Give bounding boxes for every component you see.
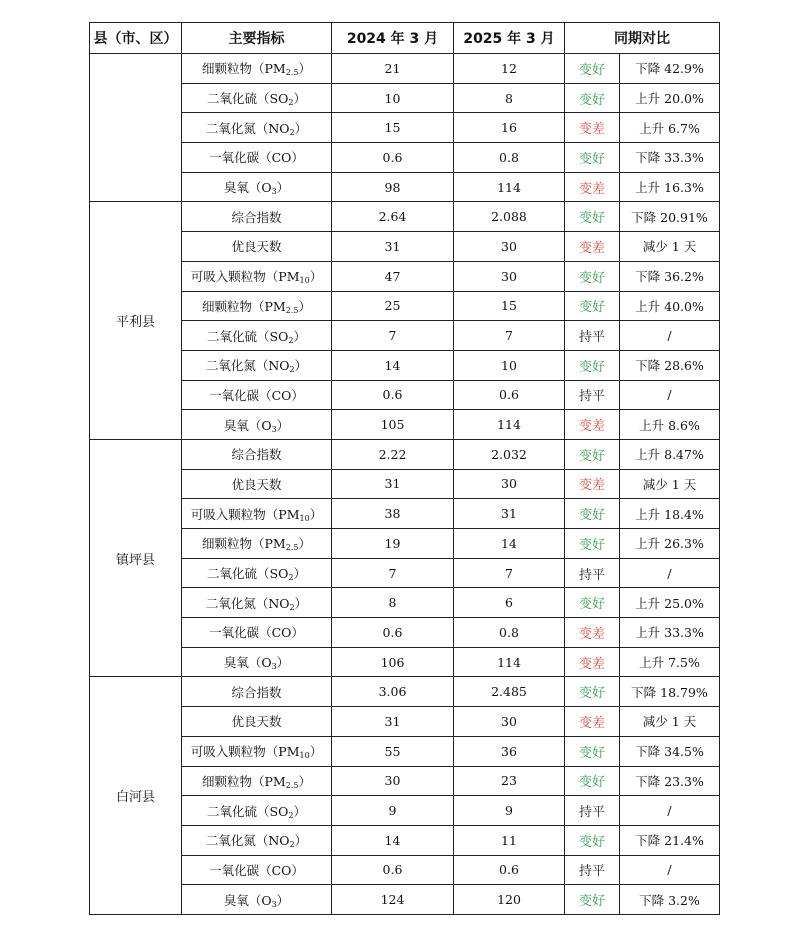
indicator-tail: ）: [309, 269, 323, 285]
indicator-name: 优良天数: [231, 714, 282, 730]
table-row: [90, 321, 720, 351]
trend-cell: 变好: [565, 885, 620, 915]
change-cell: 减少 1 天: [620, 707, 720, 737]
table-row: [90, 855, 720, 885]
indicator-name: 臭氧（O: [223, 180, 272, 196]
change-cell: 下降 28.6%: [620, 350, 720, 380]
indicator-name: 二氧化硫（SO: [207, 803, 289, 819]
trend-cell: 变差: [565, 707, 620, 737]
change-cell: 上升 25.0%: [620, 588, 720, 618]
trend-cell: 变好: [565, 202, 620, 232]
indicator-name: 一氧化碳（CO）: [209, 625, 304, 641]
indicator-cell: [182, 350, 332, 380]
table-row: [90, 588, 720, 618]
indicator-cell: [182, 766, 332, 796]
value-2025-cell: 0.6: [454, 380, 565, 410]
indicator-name: 细颗粒物（PM: [202, 536, 286, 552]
indicator-name: 优良天数: [231, 239, 282, 255]
indicator-tail: ）: [276, 655, 290, 671]
table-row: [90, 291, 720, 321]
change-cell: 上升 40.0%: [620, 291, 720, 321]
table-row: [90, 796, 720, 826]
air-quality-table: [89, 22, 720, 915]
indicator-cell: [182, 410, 332, 440]
trend-cell: 持平: [565, 380, 620, 410]
value-2025-cell: 6: [454, 588, 565, 618]
indicator-cell: [182, 558, 332, 588]
indicator-subscript: 10: [299, 513, 310, 523]
trend-cell: 持平: [565, 321, 620, 351]
indicator-tail: ）: [298, 773, 311, 789]
indicator-cell: [182, 172, 332, 202]
header-row: [90, 23, 720, 54]
indicator-name: 二氧化氮（NO: [205, 358, 290, 374]
trend-cell: 变好: [565, 143, 620, 173]
indicator-subscript: 2.5: [285, 68, 299, 78]
indicator-subscript: 2.5: [285, 780, 299, 790]
change-cell: 下降 33.3%: [620, 143, 720, 173]
indicator-cell: [182, 736, 332, 766]
value-2024-cell: 14: [332, 825, 454, 855]
value-2024-cell: 47: [332, 261, 454, 291]
indicator-subscript: 2: [288, 335, 294, 345]
value-2025-cell: 114: [454, 172, 565, 202]
indicator-subscript: 2: [288, 573, 294, 583]
indicator-cell: [182, 380, 332, 410]
indicator-name: 二氧化硫（SO: [207, 328, 289, 344]
indicator-cell: [182, 855, 332, 885]
indicator-subscript: 2.5: [285, 305, 299, 315]
indicator-cell: [182, 113, 332, 143]
value-2025-cell: 0.8: [454, 143, 565, 173]
indicator-subscript: 2: [288, 98, 294, 108]
value-2025-cell: 120: [454, 885, 565, 915]
indicator-tail: ）: [293, 566, 306, 582]
indicator-name: 细颗粒物（PM: [202, 298, 286, 314]
indicator-name: 一氧化碳（CO）: [209, 387, 304, 403]
value-2024-cell: 7: [332, 321, 454, 351]
indicator-cell: [182, 677, 332, 707]
change-cell: 减少 1 天: [620, 469, 720, 499]
value-2025-cell: 14: [454, 529, 565, 559]
indicator-tail: ）: [276, 180, 290, 196]
value-2024-cell: 15: [332, 113, 454, 143]
trend-cell: 变差: [565, 232, 620, 262]
value-2024-cell: 38: [332, 499, 454, 529]
trend-cell: 变好: [565, 54, 620, 84]
value-2025-cell: 7: [454, 321, 565, 351]
indicator-name: 二氧化氮（NO: [205, 120, 290, 136]
trend-cell: 变好: [565, 677, 620, 707]
value-2024-cell: 31: [332, 469, 454, 499]
value-2024-cell: 30: [332, 766, 454, 796]
indicator-subscript: 3: [271, 899, 277, 909]
indicator-name: 二氧化硫（SO: [207, 91, 289, 107]
header-mar-2024: 2024 年 3 月: [332, 23, 454, 54]
value-2024-cell: 2.64: [332, 202, 454, 232]
change-cell: 上升 26.3%: [620, 529, 720, 559]
value-2024-cell: 2.22: [332, 439, 454, 469]
change-cell: /: [620, 855, 720, 885]
value-2025-cell: 36: [454, 736, 565, 766]
trend-cell: 变差: [565, 172, 620, 202]
table-row: [90, 83, 720, 113]
indicator-tail: ）: [294, 358, 308, 374]
table-row: [90, 232, 720, 262]
county-cell: [90, 54, 182, 202]
indicator-tail: ）: [293, 91, 306, 107]
indicator-cell: [182, 232, 332, 262]
change-cell: 上升 33.3%: [620, 618, 720, 648]
indicator-cell: [182, 54, 332, 84]
change-cell: 减少 1 天: [620, 232, 720, 262]
change-cell: 上升 20.0%: [620, 83, 720, 113]
value-2025-cell: 7: [454, 558, 565, 588]
table-row: [90, 766, 720, 796]
indicator-cell: [182, 885, 332, 915]
indicator-name: 细颗粒物（PM: [202, 773, 286, 789]
change-cell: /: [620, 558, 720, 588]
indicator-cell: [182, 261, 332, 291]
value-2024-cell: 21: [332, 54, 454, 84]
trend-cell: 变好: [565, 766, 620, 796]
indicator-tail: ）: [309, 506, 323, 522]
value-2025-cell: 114: [454, 410, 565, 440]
value-2025-cell: 31: [454, 499, 565, 529]
trend-cell: 变好: [565, 350, 620, 380]
value-2025-cell: 30: [454, 469, 565, 499]
indicator-name: 二氧化氮（NO: [205, 595, 290, 611]
indicator-subscript: 3: [271, 187, 277, 197]
value-2024-cell: 55: [332, 736, 454, 766]
trend-cell: 变好: [565, 291, 620, 321]
value-2025-cell: 10: [454, 350, 565, 380]
indicator-tail: ）: [309, 744, 323, 760]
value-2024-cell: 8: [332, 588, 454, 618]
indicator-name: 一氧化碳（CO）: [209, 862, 304, 878]
change-cell: 下降 42.9%: [620, 54, 720, 84]
trend-cell: 变好: [565, 588, 620, 618]
indicator-name: 优良天数: [231, 476, 282, 492]
change-cell: 上升 7.5%: [620, 647, 720, 677]
value-2024-cell: 19: [332, 529, 454, 559]
change-cell: 上升 18.4%: [620, 499, 720, 529]
trend-cell: 变差: [565, 113, 620, 143]
table-row: [90, 736, 720, 766]
trend-cell: 变好: [565, 261, 620, 291]
indicator-subscript: 10: [299, 751, 310, 761]
trend-cell: 变好: [565, 736, 620, 766]
indicator-name: 二氧化氮（NO: [205, 833, 290, 849]
value-2024-cell: 98: [332, 172, 454, 202]
indicator-cell: [182, 588, 332, 618]
trend-cell: 变差: [565, 647, 620, 677]
table-row: [90, 202, 720, 232]
change-cell: 下降 18.79%: [620, 677, 720, 707]
indicator-subscript: 2: [289, 127, 295, 137]
indicator-tail: ）: [298, 61, 311, 77]
change-cell: /: [620, 321, 720, 351]
indicator-cell: [182, 647, 332, 677]
indicator-tail: ）: [298, 536, 311, 552]
indicator-cell: [182, 143, 332, 173]
table-row: [90, 172, 720, 202]
value-2025-cell: 12: [454, 54, 565, 84]
value-2025-cell: 23: [454, 766, 565, 796]
table-row: [90, 618, 720, 648]
value-2025-cell: 0.6: [454, 855, 565, 885]
indicator-tail: ）: [294, 833, 308, 849]
indicator-name: 臭氧（O: [223, 655, 272, 671]
header-compare: 同期对比: [565, 23, 720, 54]
table-body: [90, 54, 720, 915]
trend-cell: 变好: [565, 83, 620, 113]
change-cell: /: [620, 380, 720, 410]
trend-cell: 持平: [565, 796, 620, 826]
table-row: [90, 54, 720, 84]
change-cell: 上升 6.7%: [620, 113, 720, 143]
indicator-cell: [182, 529, 332, 559]
indicator-name: 综合指数: [231, 209, 282, 225]
header-county: 县（市、区）: [90, 23, 182, 54]
value-2024-cell: 3.06: [332, 677, 454, 707]
value-2025-cell: 2.032: [454, 439, 565, 469]
trend-cell: 变差: [565, 618, 620, 648]
change-cell: 上升 8.6%: [620, 410, 720, 440]
table-row: [90, 439, 720, 469]
value-2024-cell: 31: [332, 707, 454, 737]
value-2025-cell: 11: [454, 825, 565, 855]
change-cell: 下降 34.5%: [620, 736, 720, 766]
value-2025-cell: 2.088: [454, 202, 565, 232]
indicator-name: 综合指数: [231, 447, 282, 463]
value-2024-cell: 0.6: [332, 618, 454, 648]
indicator-cell: [182, 321, 332, 351]
change-cell: 下降 23.3%: [620, 766, 720, 796]
value-2025-cell: 2.485: [454, 677, 565, 707]
indicator-tail: ）: [293, 328, 306, 344]
indicator-cell: [182, 825, 332, 855]
indicator-cell: [182, 618, 332, 648]
indicator-cell: [182, 499, 332, 529]
value-2024-cell: 25: [332, 291, 454, 321]
county-cell: 镇坪县: [90, 439, 182, 677]
indicator-name: 二氧化硫（SO: [207, 566, 289, 582]
value-2025-cell: 15: [454, 291, 565, 321]
value-2025-cell: 30: [454, 707, 565, 737]
value-2024-cell: 9: [332, 796, 454, 826]
table-row: [90, 558, 720, 588]
indicator-cell: [182, 83, 332, 113]
indicator-tail: ）: [276, 417, 290, 433]
value-2024-cell: 0.6: [332, 380, 454, 410]
value-2024-cell: 10: [332, 83, 454, 113]
table-row: [90, 825, 720, 855]
indicator-tail: ）: [276, 892, 290, 908]
indicator-tail: ）: [298, 298, 311, 314]
trend-cell: 持平: [565, 558, 620, 588]
indicator-name: 综合指数: [231, 684, 282, 700]
table-row: [90, 261, 720, 291]
table-row: [90, 707, 720, 737]
indicator-name: 可吸入颗粒物（PM: [190, 744, 300, 760]
indicator-subscript: 2: [289, 365, 295, 375]
table-row: [90, 677, 720, 707]
value-2025-cell: 16: [454, 113, 565, 143]
table-row: [90, 647, 720, 677]
value-2024-cell: 105: [332, 410, 454, 440]
change-cell: 下降 21.4%: [620, 825, 720, 855]
indicator-subscript: 2: [288, 810, 294, 820]
trend-cell: 变好: [565, 499, 620, 529]
table-row: [90, 469, 720, 499]
indicator-name: 细颗粒物（PM: [202, 61, 286, 77]
change-cell: 下降 3.2%: [620, 885, 720, 915]
indicator-name: 一氧化碳（CO）: [209, 150, 304, 166]
change-cell: /: [620, 796, 720, 826]
trend-cell: 持平: [565, 855, 620, 885]
value-2024-cell: 14: [332, 350, 454, 380]
value-2024-cell: 0.6: [332, 143, 454, 173]
table-row: [90, 350, 720, 380]
change-cell: 下降 36.2%: [620, 261, 720, 291]
indicator-name: 臭氧（O: [223, 417, 272, 433]
indicator-subscript: 3: [271, 662, 277, 672]
indicator-cell: [182, 202, 332, 232]
trend-cell: 变差: [565, 469, 620, 499]
indicator-name: 臭氧（O: [223, 892, 272, 908]
indicator-cell: [182, 291, 332, 321]
value-2025-cell: 30: [454, 261, 565, 291]
value-2024-cell: 0.6: [332, 855, 454, 885]
indicator-tail: ）: [293, 803, 306, 819]
table-row: [90, 380, 720, 410]
indicator-cell: [182, 796, 332, 826]
value-2025-cell: 9: [454, 796, 565, 826]
county-cell: 白河县: [90, 677, 182, 915]
header-mar-2025: 2025 年 3 月: [454, 23, 565, 54]
table-row: [90, 143, 720, 173]
value-2025-cell: 8: [454, 83, 565, 113]
trend-cell: 变好: [565, 439, 620, 469]
trend-cell: 变差: [565, 410, 620, 440]
indicator-cell: [182, 469, 332, 499]
indicator-tail: ）: [294, 120, 308, 136]
value-2024-cell: 106: [332, 647, 454, 677]
indicator-name: 可吸入颗粒物（PM: [190, 506, 300, 522]
table-row: [90, 529, 720, 559]
trend-cell: 变好: [565, 825, 620, 855]
value-2025-cell: 0.8: [454, 618, 565, 648]
change-cell: 下降 20.91%: [620, 202, 720, 232]
value-2025-cell: 30: [454, 232, 565, 262]
indicator-tail: ）: [294, 595, 308, 611]
change-cell: 上升 16.3%: [620, 172, 720, 202]
indicator-subscript: 2: [289, 602, 295, 612]
table-row: [90, 113, 720, 143]
trend-cell: 变好: [565, 529, 620, 559]
indicator-name: 可吸入颗粒物（PM: [190, 269, 300, 285]
table-row: [90, 885, 720, 915]
change-cell: 上升 8.47%: [620, 439, 720, 469]
value-2024-cell: 31: [332, 232, 454, 262]
value-2024-cell: 124: [332, 885, 454, 915]
value-2025-cell: 114: [454, 647, 565, 677]
indicator-subscript: 10: [299, 276, 310, 286]
indicator-cell: [182, 707, 332, 737]
table-row: [90, 410, 720, 440]
indicator-subscript: 3: [271, 424, 277, 434]
indicator-subscript: 2: [289, 840, 295, 850]
table-row: [90, 499, 720, 529]
indicator-cell: [182, 439, 332, 469]
indicator-subscript: 2.5: [285, 543, 299, 553]
county-cell: 平利县: [90, 202, 182, 440]
header-indicator: 主要指标: [182, 23, 332, 54]
value-2024-cell: 7: [332, 558, 454, 588]
